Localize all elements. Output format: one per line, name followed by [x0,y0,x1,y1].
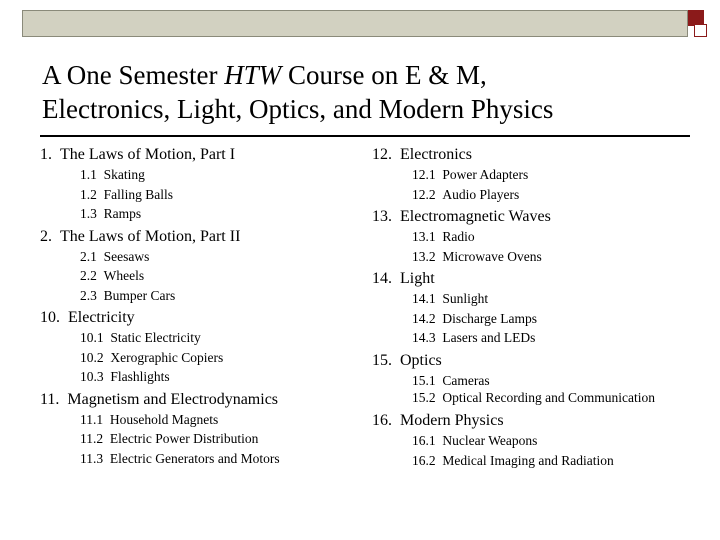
section-heading [372,207,712,227]
subsection-label: Household Magnets [109,411,219,427]
subsection-label: Medical Imaging and Radiation [442,452,614,468]
subsection-label: Seesaws [103,248,150,264]
subsection-label: Skating [103,167,145,182]
subsection-item [40,247,355,267]
subsection-label: Falling Balls [103,186,174,202]
subsection-label: Discharge Lamps [442,310,537,326]
title-text-part1: A One Semester [42,60,225,90]
subsection-item [372,309,712,329]
subsection-number: 1.2 [80,186,97,202]
section-label: Magnetism and Electrodynamics [67,390,279,408]
section-heading [372,351,712,371]
section-heading [40,227,355,247]
subsection-number: 16.1 [412,433,436,448]
subsection-label: Sunlight [442,291,489,306]
subsection-item [40,185,355,205]
subsection-number: 13.2 [412,248,436,264]
subsection-label: Lasers and LEDs [442,330,536,345]
subsection-number: 15.2 [412,390,436,405]
subsection-number: 11.1 [80,411,104,427]
section-label: Electricity [68,309,135,326]
subsection-number: 12.1 [412,167,436,182]
subsection-item [40,367,355,387]
section-heading [372,145,712,165]
slide-header-bar [22,10,688,37]
section-number: 10. [40,309,60,326]
section-heading [40,308,355,328]
subsection-label: Electric Power Distribution [109,431,259,446]
section-label: The Laws of Motion, Part II [60,227,241,245]
subsection-number: 13.1 [412,229,436,244]
title-text-part2: Course on E & M, [281,60,487,90]
subsection-label: Ramps [103,206,142,221]
subsection-label: Cameras [442,372,490,388]
subsection-label: Xerographic Copiers [110,349,224,365]
section-number: 2. [40,227,52,245]
section-number: 1. [40,146,52,163]
section-label: Modern Physics [400,412,504,429]
subsection-label: Flashlights [110,369,170,384]
subsection-item [372,289,712,309]
slide-title [42,58,702,126]
subsection-item [40,429,355,449]
subsection-item [40,266,355,286]
subsection-number: 2.2 [80,268,97,283]
subsection-item [40,204,355,224]
title-text-line2: Electronics, Light, Optics, and Modern Physics [42,94,554,124]
subsection-item [372,165,712,185]
subsection-item [40,165,355,185]
section-label: The Laws of Motion, Part I [60,146,236,163]
section-number: 13. [372,208,392,225]
subsection-item [372,451,712,471]
section-number: 11. [40,390,60,408]
subsection-number: 10.2 [80,349,104,365]
section-heading [372,411,712,431]
right-column [372,145,712,470]
subsection-number: 10.1 [80,330,104,345]
subsection-item [40,286,355,306]
section-heading [372,269,712,289]
subsection-number: 10.3 [80,369,104,384]
section-heading [40,390,355,410]
subsection-label: Bumper Cars [103,287,176,303]
subsection-item [40,449,355,469]
subsection-label: Nuclear Weapons [442,433,538,448]
subsection-label: Microwave Ovens [442,248,542,264]
subsection-item [372,390,682,406]
section-number: 12. [372,146,392,163]
section-label: Electromagnetic Waves [400,208,551,225]
subsection-number: 2.1 [80,248,97,264]
section-heading [40,145,355,165]
subsection-number: 11.3 [80,450,104,466]
subsection-number: 14.3 [412,330,436,345]
subsection-label: Static Electricity [110,330,201,345]
subsection-number: 15.1 [412,372,436,388]
section-label: Light [400,270,435,287]
subsection-label: Power Adapters [442,167,529,182]
subsection-number: 11.2 [80,431,104,446]
subsection-number: 14.1 [412,291,436,306]
subsection-number: 2.3 [80,287,97,303]
subsection-item [40,348,355,368]
section-label: Electronics [400,146,472,163]
subsection-number: 16.2 [412,452,436,468]
title-text-italic: HTW [224,60,282,90]
subsection-item [372,431,712,451]
subsection-item [372,247,712,267]
subsection-item [40,328,355,348]
subsection-item [372,328,712,348]
subsection-item [372,227,712,247]
subsection-label: Wheels [103,268,145,283]
section-number: 14. [372,270,392,287]
subsection-number: 14.2 [412,310,436,326]
title-divider [40,135,690,137]
subsection-label: Electric Generators and Motors [109,450,280,466]
subsection-item [40,410,355,430]
decorative-square-outline [694,24,707,37]
left-column [40,145,355,468]
subsection-label: Radio [442,229,475,244]
subsection-item [372,185,712,205]
section-label: Optics [400,351,442,369]
subsection-item [372,371,712,391]
subsection-number: 1.1 [80,167,97,182]
subsection-label: Audio Players [442,186,520,202]
subsection-number: 12.2 [412,186,436,202]
section-number: 16. [372,412,392,429]
section-number: 15. [372,351,392,369]
subsection-number: 1.3 [80,206,97,221]
subsection-label: Optical Recording and Communication [442,390,655,405]
